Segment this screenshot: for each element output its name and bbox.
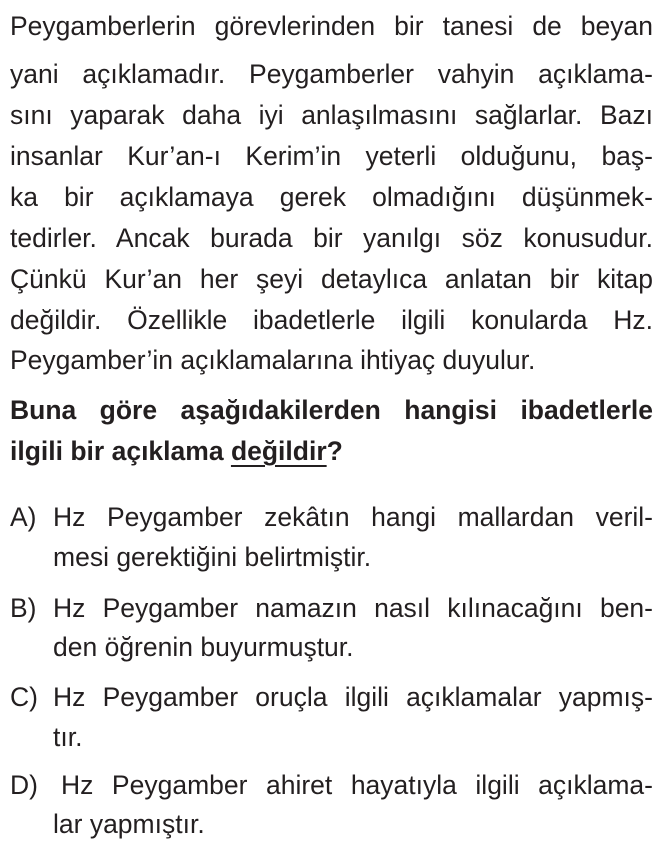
passage-line: değildir. Özellikle ibadetlerle ilgili konularda Hz. bbox=[10, 305, 653, 335]
question-emphasis: değildir bbox=[230, 436, 327, 466]
option-text: Hz Peygamber oruçla ilgili açıklamalar yapmış- bbox=[53, 682, 653, 712]
option-text: mesi gerektiğini belirtmiştir. bbox=[53, 542, 372, 572]
option-letter: B) bbox=[10, 593, 37, 623]
question-mark: ? bbox=[326, 436, 343, 466]
passage-line: Çünkü Kur’an her şeyi detaylıca anlatan bir kitap bbox=[10, 264, 653, 294]
option-letter: A) bbox=[10, 502, 37, 532]
question-text: ilgili bir açıklama bbox=[10, 436, 231, 466]
option-letter: C) bbox=[10, 682, 38, 712]
option-text: Hz Peygamber namazın nasıl kılınacağını ben- bbox=[53, 593, 653, 623]
passage-line: tedirler. Ancak burada bir yanılgı söz konusudur. bbox=[10, 223, 653, 253]
question-line: Buna göre aşağıdakilerden hangisi ibadetlerle bbox=[10, 395, 653, 425]
option-text: tır. bbox=[53, 722, 83, 752]
passage-line: yani açıklamadır. Peygamberler vahyin açıklama- bbox=[10, 59, 653, 89]
question-line bbox=[10, 432, 343, 470]
passage-line: ka bir açıklamaya gerek olmadığını düşünmek- bbox=[10, 182, 653, 212]
passage-line: insanlar Kur’an-ı Kerim’in yeterli olduğunu, baş- bbox=[10, 141, 653, 171]
passage-line: Peygamber’in açıklamalarına ihtiyaç duyulur. bbox=[10, 345, 536, 375]
option-text: den öğrenin buyurmuştur. bbox=[53, 632, 354, 662]
option-text: Hz Peygamber zekâtın hangi mallardan veril- bbox=[53, 502, 653, 532]
passage-line: Peygamberlerin görevlerinden bir tanesi de beyan bbox=[10, 11, 653, 41]
passage-line: sını yaparak daha iyi anlaşılmasını sağlarlar. Bazı bbox=[10, 100, 653, 130]
option-text: Hz Peygamber ahiret hayatıyla ilgili açıklama- bbox=[61, 770, 653, 800]
option-letter: D) bbox=[10, 770, 38, 800]
option-text: lar yapmıştır. bbox=[53, 809, 205, 839]
